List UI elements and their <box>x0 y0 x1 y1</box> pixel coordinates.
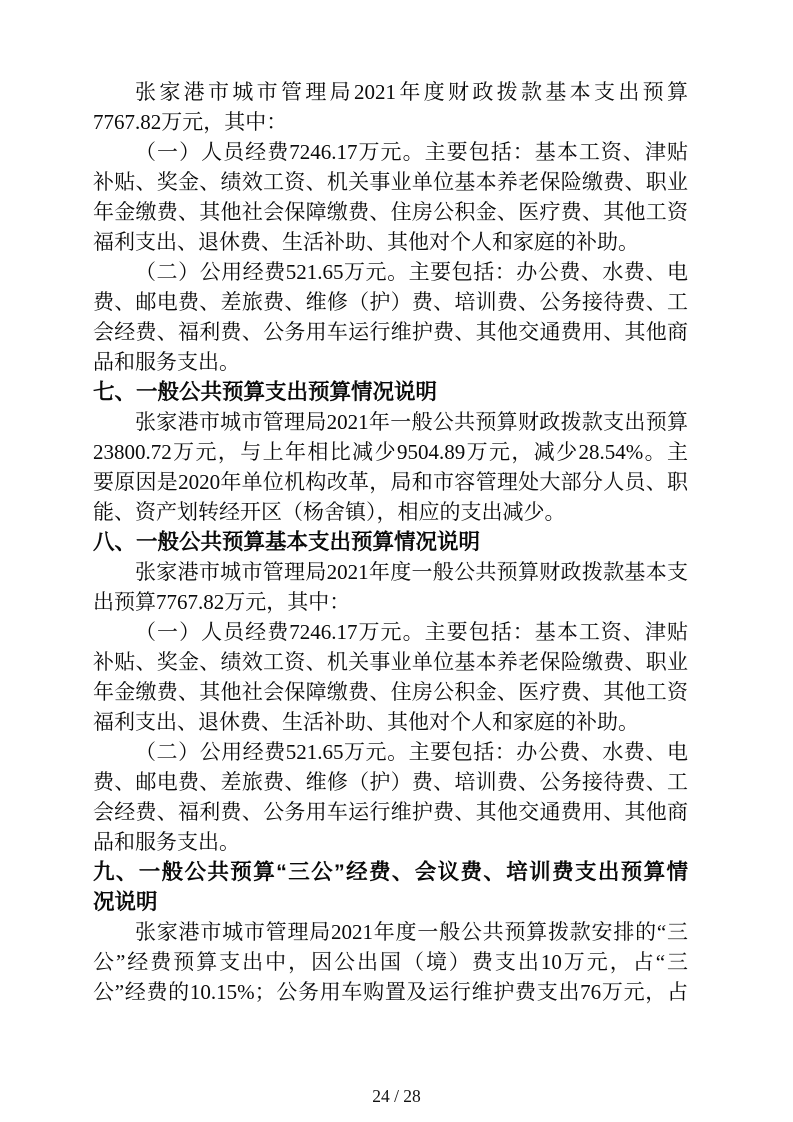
heading-section-9-line-2: 况说明 <box>93 890 158 914</box>
para-general-basic-expenditure-intro-line-2: 出预算7767.82万元，其中： <box>93 590 351 614</box>
para-public-funds-1-line-4: 品和服务支出。 <box>93 350 240 374</box>
para-general-public-budget-expenditure <box>93 407 688 527</box>
para-public-funds-2 <box>93 737 688 857</box>
para-general-public-budget-expenditure-line-2: 23800.72万元，与上年相比减少9504.89万元，减少28.54%。主 <box>93 440 688 464</box>
para-personnel-funds-1 <box>93 137 688 257</box>
para-personnel-funds-2-line-2: 补贴、奖金、绩效工资、机关事业单位基本养老保险缴费、职业 <box>93 650 688 674</box>
para-three-public-expenses <box>93 917 688 1007</box>
para-three-public-expenses-line-3: 公”经费的10.15%；公务用车购置及运行维护费支出76万元，占 <box>93 980 688 1004</box>
para-three-public-expenses-line-1: 张家港市城市管理局2021年度一般公共预算拨款安排的“三 <box>135 920 688 944</box>
para-personnel-funds-2-line-1: （一）人员经费7246.17万元。主要包括：基本工资、津贴 <box>135 620 688 644</box>
para-personnel-funds-1-line-1: （一）人员经费7246.17万元。主要包括：基本工资、津贴 <box>135 140 688 164</box>
para-fiscal-basic-expenditure-intro-line-2: 7767.82万元，其中： <box>93 110 288 134</box>
para-fiscal-basic-expenditure-intro-line-1: 张家港市城市管理局2021年度财政拨款基本支出预算 <box>135 80 688 104</box>
page-number: 24 / 28 <box>372 1086 421 1106</box>
para-public-funds-2-line-2: 费、邮电费、差旅费、维修（护）费、培训费、公务接待费、工 <box>93 770 688 794</box>
para-general-basic-expenditure-intro <box>93 557 688 617</box>
para-personnel-funds-2-line-4: 福利支出、退休费、生活补助、其他对个人和家庭的补助。 <box>93 710 639 734</box>
para-public-funds-2-line-4: 品和服务支出。 <box>93 830 240 854</box>
heading-section-9-line-1: 九、一般公共预算“三公”经费、会议费、培训费支出预算情 <box>93 860 688 884</box>
heading-section-7 <box>93 377 688 407</box>
heading-section-8-line-1: 八、一般公共预算基本支出预算情况说明 <box>93 530 481 554</box>
para-general-public-budget-expenditure-line-1: 张家港市城市管理局2021年一般公共预算财政拨款支出预算 <box>135 410 688 434</box>
para-personnel-funds-1-line-2: 补贴、奖金、绩效工资、机关事业单位基本养老保险缴费、职业 <box>93 170 688 194</box>
para-public-funds-2-line-3: 会经费、福利费、公务用车运行维护费、其他交通费用、其他商 <box>93 800 688 824</box>
heading-section-7-line-1: 七、一般公共预算支出预算情况说明 <box>93 380 438 404</box>
para-personnel-funds-1-line-3: 年金缴费、其他社会保障缴费、住房公积金、医疗费、其他工资 <box>93 200 688 224</box>
para-three-public-expenses-line-2: 公”经费预算支出中，因公出国（境）费支出10万元，占“三 <box>93 950 688 974</box>
para-personnel-funds-2 <box>93 617 688 737</box>
para-public-funds-1-line-3: 会经费、福利费、公务用车运行维护费、其他交通费用、其他商 <box>93 320 688 344</box>
heading-section-9 <box>93 857 688 917</box>
para-public-funds-1 <box>93 257 688 377</box>
para-general-public-budget-expenditure-line-3: 要原因是2020年单位机构改革，局和市容管理处大部分人员、职 <box>93 470 688 494</box>
para-personnel-funds-1-line-4: 福利支出、退休费、生活补助、其他对个人和家庭的补助。 <box>93 230 639 254</box>
heading-section-8 <box>93 527 688 557</box>
para-public-funds-1-line-2: 费、邮电费、差旅费、维修（护）费、培训费、公务接待费、工 <box>93 290 688 314</box>
para-general-public-budget-expenditure-line-4: 能、资产划转经开区（杨舍镇），相应的支出减少。 <box>93 500 566 524</box>
para-public-funds-2-line-1: （二）公用经费521.65万元。主要包括：办公费、水费、电 <box>135 740 688 764</box>
para-public-funds-1-line-1: （二）公用经费521.65万元。主要包括：办公费、水费、电 <box>135 260 688 284</box>
para-fiscal-basic-expenditure-intro <box>93 77 688 137</box>
para-personnel-funds-2-line-3: 年金缴费、其他社会保障缴费、住房公积金、医疗费、其他工资 <box>93 680 688 704</box>
para-general-basic-expenditure-intro-line-1: 张家港市城市管理局2021年度一般公共预算财政拨款基本支 <box>135 560 688 584</box>
document-content <box>93 77 688 1007</box>
